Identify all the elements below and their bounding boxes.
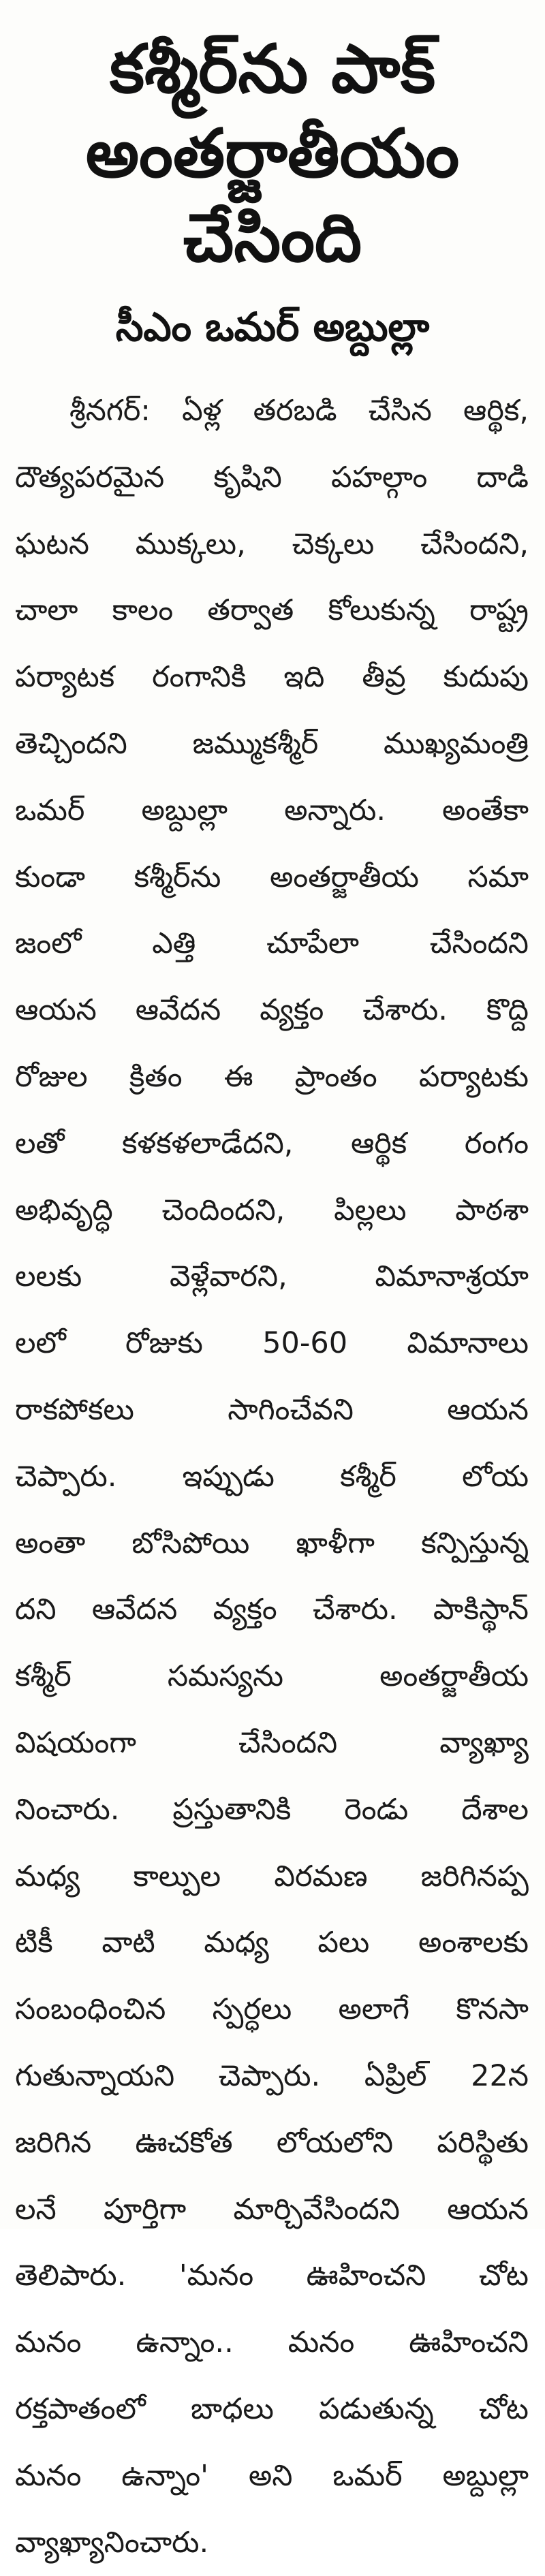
body-line: సంబంధించిన స్పర్ధలు అలాగే కొనసా — [15, 1977, 529, 2043]
body-line: ఒమర్‌ అబ్దుల్లా అన్నారు. అంతేకా — [15, 778, 529, 845]
body-line: కశ్మీర్‌ సమస్యను అంతర్జాతీయ — [15, 1644, 529, 1710]
body-line: శ్రీనగర్‌: ఏళ్ల తరబడి చేసిన ఆర్థిక, — [15, 378, 529, 445]
body-line: లనే పూర్తిగా మార్చివేసిందని ఆయన — [15, 2177, 529, 2244]
body-line: లలకు వెళ్లేవారని, విమానాశ్రయా — [15, 1244, 529, 1310]
body-line: చెప్పారు. ఇప్పుడు కశ్మీర్‌ లోయ — [15, 1444, 529, 1511]
subheadline: సీఎం ఒమర్‌ అబ్దుల్లా — [27, 300, 518, 354]
body-line: జరిగిన ఊచకోత లోయలోని పరిస్థితు — [15, 2110, 529, 2177]
body-line: రాకపోకలు సాగించేవని ఆయన — [15, 1377, 529, 1444]
body-line: జంలో ఎత్తి చూపేలా చేసిందని — [15, 911, 529, 977]
body-line: కుండా కశ్మీర్‌ను అంతర్జాతీయ సమా — [15, 845, 529, 911]
headline — [27, 27, 518, 281]
body-line: రోజుల క్రితం ఈ ప్రాంతం పర్యాటకు — [15, 1044, 529, 1111]
body-line: తెచ్చిందని జమ్ముకశ్మీర్‌ ముఖ్యమంత్రి — [15, 711, 529, 778]
body-line: లతో కళకళలాడేదని, ఆర్థిక రంగం — [15, 1111, 529, 1178]
headline-line: అంతర్జాతీయం — [27, 112, 518, 196]
body-line: దని ఆవేదన వ్యక్తం చేశారు. పాకిస్థాన్‌ — [15, 1577, 529, 1644]
headline-line: కశ్మీర్‌ను పాక్‌ — [27, 27, 518, 112]
body-line: తెలిపారు. 'మనం ఊహించని చోట — [15, 2243, 529, 2310]
body-line: మధ్య కాల్పుల విరమణ జరిగినప్ప — [15, 1844, 529, 1911]
body-line: మనం ఉన్నాం' అని ఒమర్‌ అబ్దుల్లా — [15, 2443, 529, 2510]
body-line: విషయంగా చేసిందని వ్యాఖ్యా — [15, 1710, 529, 1777]
body-line: పర్యాటక రంగానికి ఇది తీవ్ర కుదుపు — [15, 644, 529, 711]
body-line: టికీ వాటి మధ్య పలు అంశాలకు — [15, 1910, 529, 1977]
article-body — [15, 378, 529, 2576]
body-line: రక్తపాతంలో బాధలు పడుతున్న చోట — [15, 2376, 529, 2443]
body-line: మనం ఉన్నాం.. మనం ఊహించని — [15, 2310, 529, 2376]
body-line: ఘటన ముక్కలు, చెక్కలు చేసిందని, — [15, 512, 529, 578]
headline-line: చేసింది — [27, 196, 518, 281]
body-line: దౌత్యపరమైన కృషిని పహల్గాం దాడి — [15, 445, 529, 512]
body-line: గుతున్నాయని చెప్పారు. ఏప్రిల్‌ 22న — [15, 2043, 529, 2110]
body-line: అంతా బోసిపోయి ఖాళీగా కన్పిస్తున్న — [15, 1511, 529, 1577]
body-line: ఆయన ఆవేదన వ్యక్తం చేశారు. కొద్ది — [15, 977, 529, 1044]
body-line: వ్యాఖ్యానించారు. — [15, 2510, 529, 2576]
body-line: అభివృద్ధి చెందిందని, పిల్లలు పాఠశా — [15, 1178, 529, 1244]
body-line: చాలా కాలం తర్వాత కోలుకున్న రాష్ట్ర — [15, 578, 529, 644]
body-line: లలో రోజుకు 50-60 విమానాలు — [15, 1310, 529, 1377]
body-line: నించారు. ప్రస్తుతానికి రెండు దేశాల — [15, 1777, 529, 1844]
